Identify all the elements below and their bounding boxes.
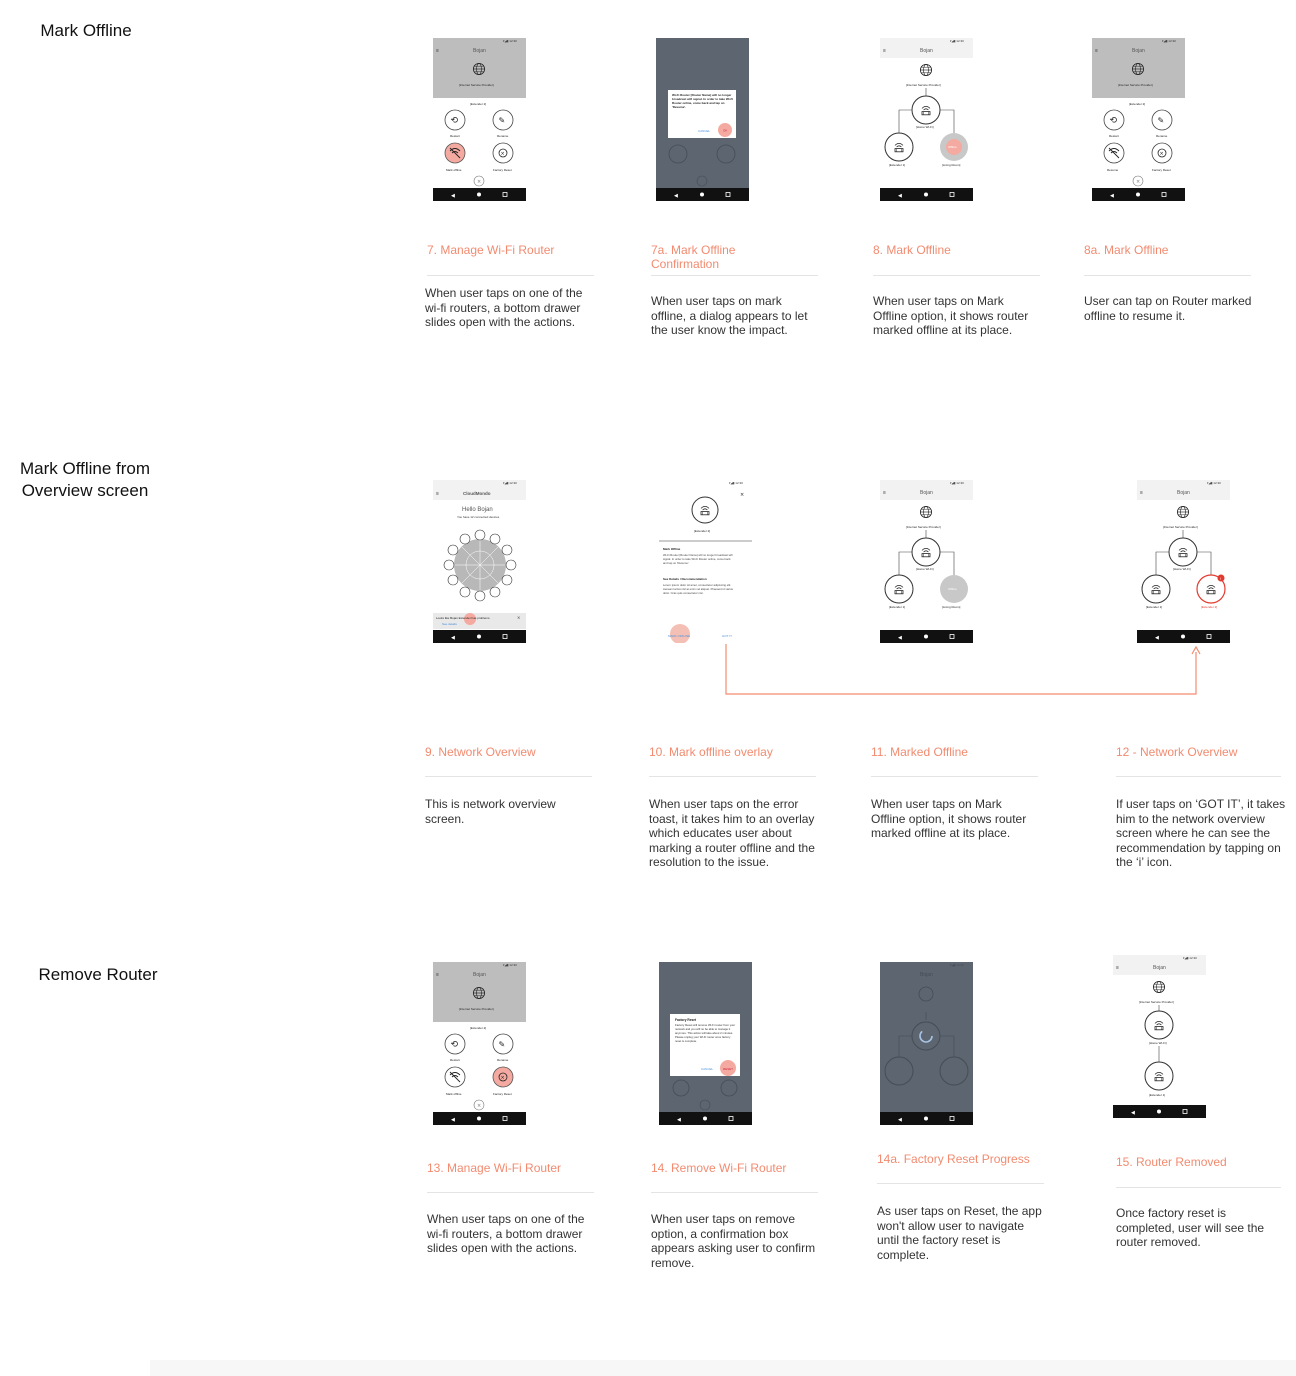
- svg-text:[Internet Service Provider]: [Internet Service Provider]: [459, 1007, 494, 1011]
- svg-text:CANCEL: CANCEL: [698, 129, 711, 133]
- svg-text:×: ×: [477, 1103, 482, 1109]
- svg-text:[Living Room]: [Living Room]: [942, 605, 961, 609]
- svg-text:Mark Offline: Mark Offline: [663, 547, 681, 551]
- step-divider: [871, 776, 1038, 777]
- step-description: When user taps on Mark Offline option, it shows router marked offline at its place.: [873, 294, 1029, 338]
- svg-text:Restart: Restart: [1109, 134, 1119, 138]
- svg-text:◀: ◀: [451, 635, 455, 641]
- screen-marked-offline: [880, 480, 973, 643]
- svg-text:×: ×: [500, 1075, 505, 1081]
- svg-text:▾◢▮ 12:30: ▾◢▮ 12:30: [1207, 481, 1221, 485]
- svg-text:[Home Wi-Fi]: [Home Wi-Fi]: [1173, 567, 1191, 571]
- svg-text:✎: ✎: [1157, 116, 1165, 125]
- svg-text:Factory Reset: Factory Reset: [493, 1092, 512, 1096]
- svg-text:▾◢▮ 12:30: ▾◢▮ 12:30: [950, 481, 964, 485]
- svg-text:×: ×: [1136, 179, 1141, 185]
- svg-text:See details: See details: [442, 622, 457, 626]
- user-name: Bojan: [473, 48, 486, 54]
- svg-text:Bojan: Bojan: [1132, 48, 1145, 54]
- svg-text:◀: ◀: [1110, 193, 1114, 199]
- step-divider: [1116, 1187, 1281, 1188]
- svg-text:See Details / Recommendation: See Details / Recommendation: [663, 577, 707, 581]
- screen-mark-offline-result: [880, 38, 973, 201]
- svg-text:×: ×: [477, 179, 482, 185]
- step-description: This is network overview screen.: [425, 797, 556, 826]
- step-description: When user taps on remove option, a confirmation box appears asking user to confirm remove.: [651, 1212, 816, 1270]
- svg-text:Offline: Offline: [948, 145, 957, 149]
- svg-text:[Extender 2]: [Extender 2]: [694, 529, 711, 533]
- step-title: 7. Manage Wi-Fi Router: [427, 243, 555, 257]
- svg-text:≡: ≡: [883, 48, 886, 54]
- step-description: User can tap on Router marked offline to resume it.: [1084, 294, 1252, 323]
- svg-text:MARK OFFLINE: MARK OFFLINE: [668, 634, 691, 638]
- svg-text:[Internet Service Provider]: [Internet Service Provider]: [1163, 525, 1198, 529]
- svg-text:[Internet Service Provider]: [Internet Service Provider]: [1139, 1000, 1174, 1004]
- svg-text:Rename: Rename: [497, 1058, 509, 1062]
- svg-text:≡: ≡: [436, 972, 439, 978]
- svg-text:OK: OK: [723, 128, 728, 133]
- svg-text:Looks like Bojan Extender has: Looks like Bojan Extender has problems.: [436, 616, 491, 620]
- svg-text:Mark offline: Mark offline: [446, 168, 462, 172]
- step-title: 15. Router Removed: [1116, 1155, 1227, 1169]
- step-divider: [651, 1192, 818, 1193]
- step-divider: [427, 275, 594, 276]
- svg-text:[Extender 2]: [Extender 2]: [470, 102, 487, 106]
- step-divider: [1116, 776, 1281, 777]
- svg-text:×: ×: [517, 615, 521, 620]
- screen-router-removed: [1113, 955, 1206, 1118]
- step-title: 7a. Mark Offline Confirmation: [651, 243, 736, 271]
- section-title-mark-offline: Mark Offline: [40, 21, 132, 40]
- svg-text:CloudMondo: CloudMondo: [463, 491, 491, 496]
- svg-text:◀: ◀: [1131, 1110, 1135, 1116]
- svg-text:▾◢▮ 12:30: ▾◢▮ 12:30: [1183, 956, 1197, 960]
- svg-text:◀: ◀: [898, 1117, 902, 1123]
- step-divider: [425, 776, 592, 777]
- svg-text:◀: ◀: [898, 193, 902, 199]
- svg-text:Rename: Rename: [1156, 134, 1168, 138]
- svg-text:[Extender 1]: [Extender 1]: [889, 605, 906, 609]
- svg-text:!: !: [1220, 576, 1222, 581]
- svg-text:▾◢▮ 12:30: ▾◢▮ 12:30: [503, 481, 517, 485]
- svg-text:≡: ≡: [1140, 490, 1143, 496]
- svg-text:[Extender 2]: [Extender 2]: [1129, 102, 1146, 106]
- step-divider: [649, 776, 816, 777]
- svg-text:Bojan: Bojan: [1153, 965, 1166, 971]
- step-description: When user taps on one of the wi-fi routers, a bottom drawer slides open with the actions.: [427, 1212, 585, 1256]
- svg-text:[Extender 1]: [Extender 1]: [1149, 1093, 1166, 1097]
- bottom-band: [150, 1360, 1296, 1376]
- svg-text:▾◢▮ 12:30: ▾◢▮ 12:30: [729, 481, 743, 485]
- svg-text:Mark offline: Mark offline: [446, 1092, 462, 1096]
- svg-text:GOT IT: GOT IT: [722, 634, 732, 638]
- step-title: 8a. Mark Offline: [1084, 243, 1169, 257]
- step-title: 11. Marked Offline: [871, 745, 968, 759]
- svg-text:You have 12 connected devices: You have 12 connected devices: [457, 515, 500, 519]
- svg-text:▾◢▮ 12:30: ▾◢▮ 12:30: [950, 39, 964, 43]
- svg-text:Bojan: Bojan: [920, 490, 933, 496]
- step-divider: [873, 275, 1040, 276]
- svg-text:CANCEL: CANCEL: [701, 1067, 714, 1071]
- svg-text:◀: ◀: [451, 1117, 455, 1123]
- svg-text:≡: ≡: [436, 48, 439, 54]
- svg-text:Restart: Restart: [450, 1058, 460, 1062]
- step-description: When user taps on one of the wi-fi routers, a bottom drawer slides open with the actions.: [425, 286, 583, 330]
- screen-manage-router: [433, 38, 526, 201]
- svg-text:×: ×: [1159, 151, 1164, 157]
- svg-text:Factory Reset: Factory Reset: [493, 168, 512, 172]
- step-description: When user taps on the error toast, it takes him to an overlay which educates user about marking a router offline and the resolution to the issue.: [649, 797, 815, 870]
- step-title: 14. Remove Wi-Fi Router: [651, 1161, 787, 1175]
- svg-text:RESET: RESET: [723, 1067, 734, 1071]
- svg-text:[Home Wi-Fi]: [Home Wi-Fi]: [916, 125, 934, 129]
- step-title: 10. Mark offline overlay: [649, 745, 773, 759]
- screen-manage-router-remove: [433, 962, 526, 1125]
- svg-text:Restart: Restart: [450, 134, 460, 138]
- section-title-remove-router: Remove Router: [38, 965, 158, 984]
- svg-text:≡: ≡: [1116, 965, 1119, 971]
- svg-text:Hello Bojan: Hello Bojan: [462, 507, 493, 513]
- flow-connector: [720, 640, 1210, 700]
- step-divider: [1084, 275, 1251, 276]
- svg-text:◀: ◀: [1155, 635, 1159, 641]
- svg-text:Bojan: Bojan: [920, 972, 933, 978]
- svg-text:[Home Wi-Fi]: [Home Wi-Fi]: [1149, 1041, 1167, 1045]
- svg-text:✎: ✎: [498, 116, 506, 125]
- svg-text:◀: ◀: [674, 193, 678, 199]
- step-description: If user taps on ‘GOT IT’, it takes him to the network overview screen where he can see the recommendation by tapping on the ‘i’ icon.: [1116, 797, 1286, 870]
- svg-text:[Extender 1]: [Extender 1]: [889, 163, 906, 167]
- svg-text:[Internet Service Provider]: [Internet Service Provider]: [1118, 83, 1153, 87]
- svg-text:Rename: Rename: [497, 134, 509, 138]
- step-description: As user taps on Reset, the app won't allow user to navigate until the factory reset is complete.: [877, 1204, 1042, 1262]
- step-title: 14a. Factory Reset Progress: [877, 1152, 1030, 1166]
- step-divider: [877, 1183, 1044, 1184]
- svg-text:[Home Wi-Fi]: [Home Wi-Fi]: [916, 567, 934, 571]
- svg-text:Factory Reset: Factory Reset: [1152, 168, 1171, 172]
- svg-text:[Extender 2]: [Extender 2]: [1201, 605, 1218, 609]
- step-description: When user taps on Mark Offline option, it shows router marked offline at its place.: [871, 797, 1027, 841]
- svg-text:×: ×: [500, 151, 505, 157]
- step-description: Once factory reset is completed, user will see the router removed.: [1116, 1206, 1265, 1250]
- svg-text:Bojan: Bojan: [1177, 490, 1190, 496]
- svg-text:▾◢▮ 12:30: ▾◢▮ 12:30: [503, 39, 517, 43]
- step-divider: [651, 275, 818, 276]
- svg-text:Bojan: Bojan: [920, 48, 933, 54]
- section-title-overview: Mark Offline from Overview screen: [19, 459, 151, 500]
- screen-resume-drawer: [1092, 38, 1185, 201]
- svg-text:≡: ≡: [1095, 48, 1098, 54]
- svg-text:Bojan: Bojan: [473, 972, 486, 978]
- svg-text:Resume: Resume: [1107, 168, 1119, 172]
- svg-text:[Internet Service Provider]: [Internet Service Provider]: [459, 83, 494, 87]
- svg-text:⟲: ⟲: [450, 1040, 459, 1050]
- svg-text:Offline: Offline: [948, 587, 957, 591]
- svg-text:◀: ◀: [898, 635, 902, 641]
- step-description: When user taps on mark offline, a dialog appears to let the user know the impact.: [651, 294, 808, 338]
- screen-network-overview: [433, 480, 526, 643]
- svg-text:◀: ◀: [451, 193, 455, 199]
- svg-text:✎: ✎: [498, 1040, 506, 1049]
- svg-text:Factory Reset: Factory Reset: [675, 1018, 697, 1022]
- svg-text:▾◢▮ 12:30: ▾◢▮ 12:30: [950, 963, 964, 967]
- step-divider: [427, 1192, 594, 1193]
- svg-text:⟲: ⟲: [1109, 116, 1118, 126]
- screen-mark-offline-overlay: ▾◢▮ 12:30 × [Extender 2] Mark Offline Wi-Fi Router [Router Name] will no longer broadcast wifi signal. In order to take Wi-Fi Router online, come back and tap on 'Resume'. See Details / Recommendation Lorem ipsum dolor sit amet, consectetur adipiscing elit. Aenean luctus nisl at enim vel aliquet. Praesent id varius dolor. Cras quis consectetur nisi. MARK OFFLINE GOT IT: [659, 480, 752, 643]
- svg-text:≡: ≡: [883, 490, 886, 496]
- svg-text:▾◢▮ 12:30: ▾◢▮ 12:30: [1162, 39, 1176, 43]
- svg-text:[Internet Service Provider]: [Internet Service Provider]: [906, 525, 941, 529]
- svg-text:[Living Room]: [Living Room]: [942, 163, 961, 167]
- svg-text:◀: ◀: [677, 1117, 681, 1123]
- svg-text:×: ×: [740, 492, 745, 498]
- step-title: 8. Mark Offline: [873, 243, 951, 257]
- svg-text:▾◢▮ 12:30: ▾◢▮ 12:30: [503, 963, 517, 967]
- screen-mark-offline-dialog: Wi-Fi Router [Router Name] will no longer broadcast wifi signal. In order to take Wi-Fi Router online, come back and tap on 'Resume'. CANCEL OK ◀: [656, 38, 749, 201]
- step-title: 12 - Network Overview: [1116, 745, 1238, 759]
- svg-text:⟲: ⟲: [450, 116, 459, 126]
- step-title: 9. Network Overview: [425, 745, 536, 759]
- screen-factory-reset-progress: [880, 962, 973, 1125]
- step-title: 13. Manage Wi-Fi Router: [427, 1161, 562, 1175]
- screen-network-overview-error: [1137, 480, 1230, 643]
- screen-factory-reset-dialog: Factory Reset Factory Reset will remove Wi-Fi router from your network and you will no be able to manage it anymore. This action will take about 2 minutes. Please unplug your Wi-Fi router once factory reset is complete. CANCEL RESET ◀: [659, 962, 752, 1125]
- svg-text:≡: ≡: [436, 491, 439, 497]
- svg-text:[Extender 2]: [Extender 2]: [470, 1026, 487, 1030]
- svg-text:[Extender 1]: [Extender 1]: [1146, 605, 1163, 609]
- svg-text:[Internet Service Provider]: [Internet Service Provider]: [906, 83, 941, 87]
